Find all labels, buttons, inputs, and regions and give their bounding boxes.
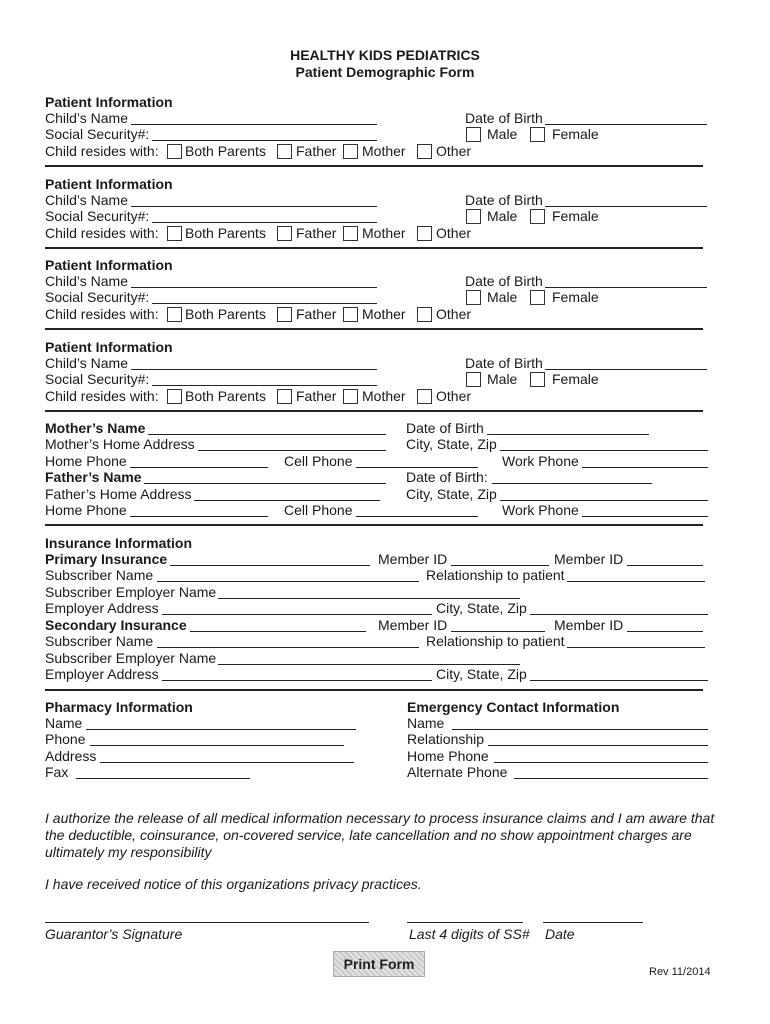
divider (45, 410, 703, 412)
resides-with-label: Child resides with: (45, 225, 159, 241)
pharmacy-name-field[interactable] (86, 729, 356, 730)
date-label: Date (545, 926, 575, 942)
ssn-label: Social Security#: (45, 289, 150, 305)
mother-dob-field[interactable] (487, 434, 649, 435)
patient-info-title: Patient Information (45, 94, 173, 110)
mother-label: Mother (362, 143, 406, 159)
mother-work-phone-field[interactable] (582, 467, 708, 468)
male-checkbox[interactable] (466, 290, 481, 305)
ssn-field[interactable] (152, 140, 377, 141)
male-checkbox[interactable] (466, 372, 481, 387)
father-city-field[interactable] (500, 500, 708, 501)
patient-info-title: Patient Information (45, 176, 173, 192)
divider (45, 524, 703, 526)
subscriber-name-2-label: Subscriber Name (45, 633, 154, 649)
father-city-label: City, State, Zip (406, 486, 497, 502)
mothers-address-field[interactable] (198, 450, 386, 451)
secondary-member-id2-field[interactable] (627, 631, 703, 632)
female-checkbox[interactable] (530, 127, 545, 142)
pharmacy-fax-field[interactable] (76, 778, 250, 779)
other-checkbox[interactable] (417, 226, 432, 241)
mother-home-phone-field[interactable] (130, 467, 268, 468)
mother-work-phone-label: Work Phone (502, 453, 579, 469)
child-dob-label: Date of Birth (465, 192, 543, 208)
emergency-home-phone-field[interactable] (494, 762, 708, 763)
subscriber-name-field[interactable] (157, 581, 419, 582)
mothers-name-label: Mother’s Name (45, 420, 146, 436)
female-label: Female (552, 208, 599, 224)
print-form-button[interactable]: Print Form (333, 951, 425, 977)
employer-city-field[interactable] (530, 614, 708, 615)
father-checkbox[interactable] (277, 389, 292, 404)
other-label: Other (436, 306, 472, 322)
mother-label: Mother (362, 225, 406, 241)
father-cell-phone-label: Cell Phone (284, 502, 353, 518)
emergency-relationship-label: Relationship (407, 731, 485, 747)
employer-address-label: Employer Address (45, 600, 159, 616)
primary-member-id-field[interactable] (451, 565, 549, 566)
father-checkbox[interactable] (277, 307, 292, 322)
ssn-label: Social Security#: (45, 208, 150, 224)
female-label: Female (552, 371, 599, 387)
ssn-label: Social Security#: (45, 371, 150, 387)
pharmacy-address-label: Address (45, 748, 97, 764)
mother-checkbox[interactable] (343, 144, 358, 159)
both-parents-label: Both Parents (185, 225, 266, 241)
secondary-member-id2-label: Member ID (554, 617, 624, 633)
female-checkbox[interactable] (530, 290, 545, 305)
employer-address-2-label: Employer Address (45, 666, 159, 682)
date-field[interactable] (543, 922, 643, 923)
other-label: Other (436, 143, 472, 159)
guarantor-signature-label: Guarantor’s Signature (45, 926, 183, 942)
both-parents-label: Both Parents (185, 306, 266, 322)
emergency-name-label: Name (407, 715, 445, 731)
female-checkbox[interactable] (530, 209, 545, 224)
emergency-home-phone-label: Home Phone (407, 748, 489, 764)
father-cell-phone-field[interactable] (356, 516, 478, 517)
employer-address-field[interactable] (162, 614, 432, 615)
employer-address-2-field[interactable] (162, 680, 432, 681)
secondary-member-id-label: Member ID (378, 617, 448, 633)
father-home-phone-field[interactable] (130, 516, 268, 517)
patient-info-title: Patient Information (45, 339, 173, 355)
resides-with-label: Child resides with: (45, 143, 159, 159)
primary-member-id2-label: Member ID (554, 551, 624, 567)
patient-info-title: Patient Information (45, 257, 173, 273)
relationship-2-field[interactable] (567, 647, 705, 648)
childs-name-field[interactable] (131, 206, 377, 207)
mothers-name-field[interactable] (148, 434, 386, 435)
ssn-field[interactable] (152, 222, 377, 223)
child-dob-label: Date of Birth (465, 355, 543, 371)
child-dob-label: Date of Birth (465, 273, 543, 289)
mother-home-phone-label: Home Phone (45, 453, 127, 469)
father-label: Father (296, 306, 337, 322)
father-checkbox[interactable] (277, 226, 292, 241)
male-checkbox[interactable] (466, 127, 481, 142)
female-label: Female (552, 289, 599, 305)
father-home-phone-label: Home Phone (45, 502, 127, 518)
father-dob-label: Date of Birth: (406, 469, 488, 485)
mother-checkbox[interactable] (343, 389, 358, 404)
ssn-field[interactable] (152, 303, 377, 304)
male-checkbox[interactable] (466, 209, 481, 224)
both-parents-checkbox[interactable] (167, 389, 182, 404)
ssn-label: Social Security#: (45, 126, 150, 142)
childs-name-label: Child’s Name (45, 192, 128, 208)
pharmacy-phone-label: Phone (45, 731, 86, 747)
insurance-title: Insurance Information (45, 535, 193, 551)
employer-city-2-label: City, State, Zip (436, 666, 527, 682)
pharmacy-name-label: Name (45, 715, 83, 731)
last4-ssn-field[interactable] (407, 922, 523, 923)
subscriber-name-2-field[interactable] (157, 647, 419, 648)
guarantor-signature-field[interactable] (45, 922, 369, 923)
female-label: Female (552, 126, 599, 142)
privacy-text: I have received notice of this organizations privacy practices. (45, 876, 422, 892)
primary-insurance-field[interactable] (170, 565, 370, 566)
subscriber-employer-2-label: Subscriber Employer Name (45, 650, 217, 666)
both-parents-checkbox[interactable] (167, 307, 182, 322)
emergency-relationship-field[interactable] (488, 745, 708, 746)
emergency-title: Emergency Contact Information (407, 699, 620, 715)
fathers-address-label: Father’s Home Address (45, 486, 192, 502)
secondary-insurance-label: Secondary Insurance (45, 617, 187, 633)
childs-name-label: Child’s Name (45, 355, 128, 371)
primary-insurance-label: Primary Insurance (45, 551, 168, 567)
childs-name-field[interactable] (131, 369, 377, 370)
divider (45, 689, 703, 691)
mother-label: Mother (362, 306, 406, 322)
ssn-field[interactable] (152, 385, 377, 386)
employer-city-2-field[interactable] (530, 680, 708, 681)
childs-name-label: Child’s Name (45, 273, 128, 289)
father-label: Father (296, 225, 337, 241)
resides-with-label: Child resides with: (45, 306, 159, 322)
secondary-member-id-field[interactable] (451, 631, 545, 632)
father-checkbox[interactable] (277, 144, 292, 159)
both-parents-label: Both Parents (185, 388, 266, 404)
mother-cell-phone-label: Cell Phone (284, 453, 353, 469)
form-title: Patient Demographic Form (295, 64, 475, 80)
child-dob-label: Date of Birth (465, 110, 543, 126)
father-work-phone-label: Work Phone (502, 502, 579, 518)
authorization-text: I authorize the release of all medical information necessary to process insurance claims and I am aware that the deductible, coinsurance, on-covered service, late cancellation and no show appointment charges are ultimately my responsibility (45, 810, 715, 860)
mother-checkbox[interactable] (343, 226, 358, 241)
mother-city-field[interactable] (500, 450, 708, 451)
org-name: HEALTHY KIDS PEDIATRICS (290, 47, 480, 63)
male-label: Male (487, 289, 518, 305)
male-label: Male (487, 371, 518, 387)
childs-name-field[interactable] (131, 287, 377, 288)
both-parents-checkbox[interactable] (167, 226, 182, 241)
other-checkbox[interactable] (417, 389, 432, 404)
fathers-name-field[interactable] (144, 483, 386, 484)
mother-checkbox[interactable] (343, 307, 358, 322)
father-dob-field[interactable] (492, 483, 652, 484)
emergency-alt-phone-label: Alternate Phone (407, 764, 508, 780)
subscriber-employer-field[interactable] (218, 598, 520, 599)
fathers-name-label: Father’s Name (45, 469, 142, 485)
divider (45, 247, 703, 249)
female-checkbox[interactable] (530, 372, 545, 387)
primary-member-id2-field[interactable] (627, 565, 703, 566)
child-dob-field[interactable] (545, 124, 707, 125)
child-dob-field[interactable] (545, 206, 707, 207)
childs-name-label: Child’s Name (45, 110, 128, 126)
secondary-insurance-field[interactable] (190, 631, 366, 632)
revision-label: Rev 11/2014 (649, 966, 711, 978)
childs-name-field[interactable] (131, 124, 377, 125)
divider (45, 165, 703, 167)
primary-member-id-label: Member ID (378, 551, 448, 567)
both-parents-checkbox[interactable] (167, 144, 182, 159)
other-label: Other (436, 225, 472, 241)
pharmacy-fax-label: Fax (45, 764, 69, 780)
other-label: Other (436, 388, 472, 404)
mother-city-label: City, State, Zip (406, 436, 497, 452)
pharmacy-title: Pharmacy Information (45, 699, 193, 715)
mother-cell-phone-field[interactable] (356, 467, 478, 468)
emergency-alt-phone-field[interactable] (514, 778, 708, 779)
emergency-name-field[interactable] (452, 729, 708, 730)
subscriber-employer-2-field[interactable] (218, 664, 520, 665)
other-checkbox[interactable] (417, 144, 432, 159)
both-parents-label: Both Parents (185, 143, 266, 159)
child-dob-field[interactable] (545, 369, 707, 370)
male-label: Male (487, 126, 518, 142)
father-work-phone-field[interactable] (582, 516, 708, 517)
relationship-field[interactable] (567, 581, 705, 582)
pharmacy-address-field[interactable] (100, 762, 354, 763)
child-dob-field[interactable] (545, 287, 707, 288)
pharmacy-phone-field[interactable] (90, 745, 344, 746)
resides-with-label: Child resides with: (45, 388, 159, 404)
divider (45, 328, 703, 330)
mother-dob-label: Date of Birth (406, 420, 484, 436)
other-checkbox[interactable] (417, 307, 432, 322)
male-label: Male (487, 208, 518, 224)
last4-ssn-label: Last 4 digits of SS# (409, 926, 530, 942)
mothers-address-label: Mother’s Home Address (45, 436, 195, 452)
father-label: Father (296, 143, 337, 159)
relationship-2-label: Relationship to patient (426, 633, 565, 649)
relationship-label: Relationship to patient (426, 567, 565, 583)
subscriber-name-label: Subscriber Name (45, 567, 154, 583)
fathers-address-field[interactable] (194, 500, 380, 501)
employer-city-label: City, State, Zip (436, 600, 527, 616)
mother-label: Mother (362, 388, 406, 404)
subscriber-employer-label: Subscriber Employer Name (45, 584, 217, 600)
father-label: Father (296, 388, 337, 404)
